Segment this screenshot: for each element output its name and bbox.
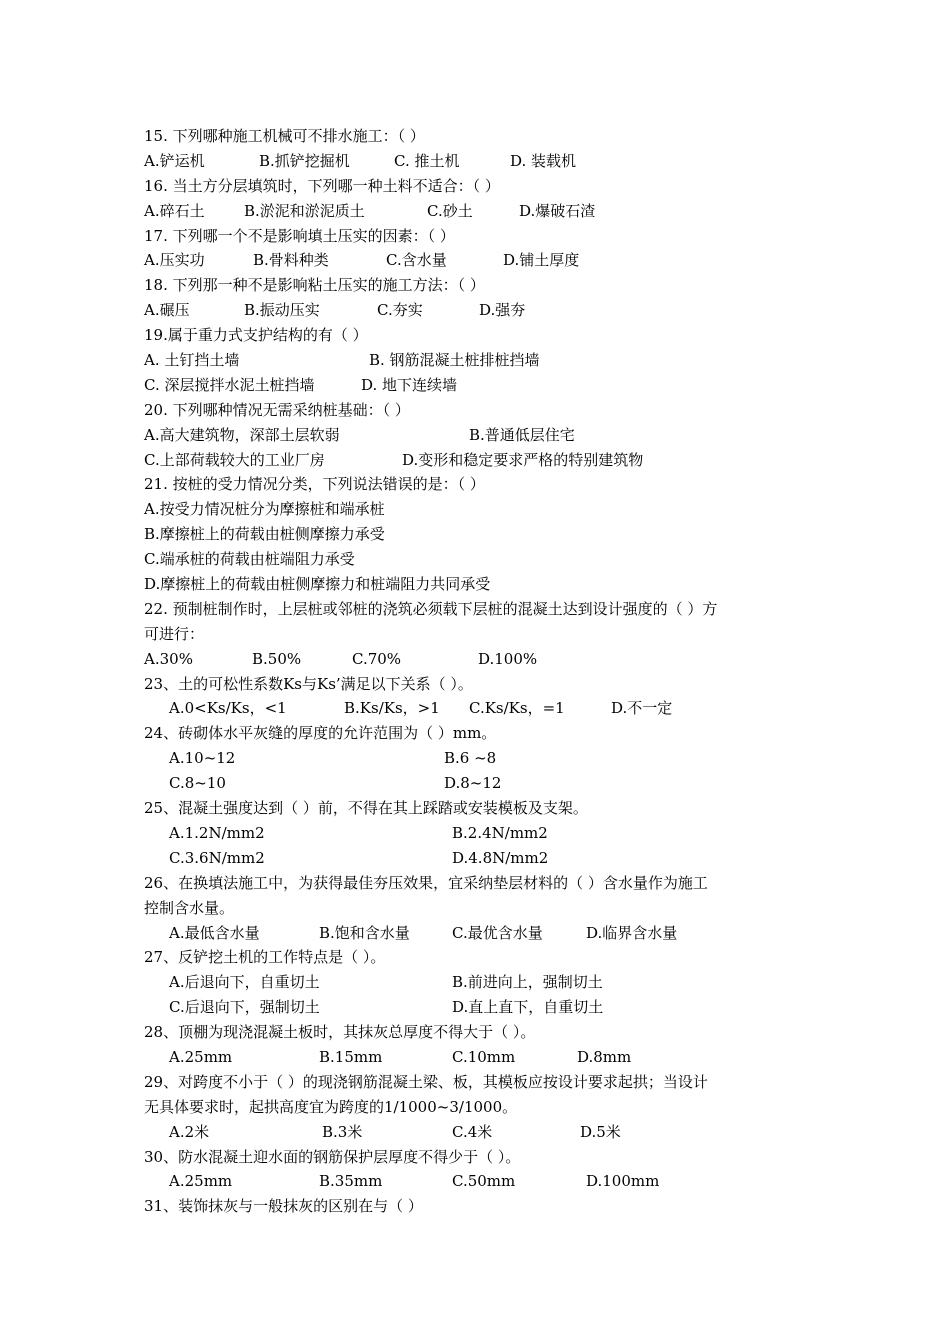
question-20-options-ab (144, 423, 824, 448)
option-b: B.骨料种类 (253, 251, 329, 270)
question-23-stem: 23、土的可松性系数Ks与Ks’满足以下关系（ ）。 (144, 674, 473, 693)
option-d: D.100% (478, 649, 538, 668)
option-b: B.饱和含水量 (319, 923, 410, 942)
option-c: C.最优含水量 (452, 923, 543, 942)
question-28-stem: 28、顶棚为现浇混凝土板时，其抹灰总厚度不得大于（ ）。 (144, 1023, 536, 1042)
option-c: C.夯实 (377, 301, 423, 320)
question-30-options (144, 1169, 824, 1194)
option-c: C. 推土机 (394, 151, 460, 170)
option-a: A.25mm (169, 1172, 233, 1191)
option-c: C.50mm (452, 1172, 516, 1191)
option-b: B.Ks/Ks，>1 (344, 699, 440, 718)
option-d: D.不一定 (611, 699, 673, 718)
option-b: B.淤泥和淤泥质土 (244, 201, 365, 220)
option-c: C.后退向下，强制切土 (169, 998, 320, 1017)
question-28-options (144, 1045, 824, 1070)
option-d: D.8mm (577, 1047, 632, 1066)
question-20-options-cd (144, 448, 824, 473)
option-a: A.2米 (169, 1122, 210, 1141)
option-b: B.2.4N/mm2 (452, 823, 548, 842)
question-23-options (144, 696, 824, 721)
option-a: A.0<Ks/Ks，<1 (169, 699, 287, 718)
option-a: A.后退向下，自重切土 (169, 973, 320, 992)
option-d: D.5米 (580, 1122, 621, 1141)
option-a: A.最低含水量 (169, 923, 260, 942)
question-22-options (144, 647, 824, 672)
option-a: A.碾压 (144, 301, 190, 320)
option-d: D. 装载机 (510, 151, 577, 170)
option-d: D.直上直下，自重切土 (452, 998, 604, 1017)
option-d: D.摩擦桩上的荷载由桩侧摩擦力和桩端阻力共同承受 (144, 575, 491, 594)
question-31-stem: 31、装饰抹灰与一般抹灰的区别在与（ ） (144, 1197, 423, 1216)
question-15-stem: 15. 下列哪种施工机械可不排水施工：（ ） (144, 127, 425, 145)
question-17-stem: 17. 下列哪一个不是影响填土压实的因素：（ ） (144, 226, 455, 245)
option-b: B.50% (252, 649, 302, 668)
question-29-stem-line1: 29、对跨度不小于（ ）的现浇钢筋混凝土梁、板，其模板应按设计要求起拱；当设计 (144, 1072, 708, 1091)
option-c: C.端承桩的荷载由桩端阻力承受 (144, 550, 355, 569)
option-d: D.铺土厚度 (503, 251, 580, 270)
option-b: B.摩擦桩上的荷载由桩侧摩擦力承受 (144, 525, 385, 544)
question-27-stem: 27、反铲挖土机的工作特点是（ ）。 (144, 948, 386, 967)
question-26-stem-line1: 26、在换填法施工中，为获得最佳夯压效果，宜采纳垫层材料的（ ）含水量作为施工 (144, 873, 708, 892)
option-c: C.10mm (452, 1047, 516, 1066)
option-c: C.含水量 (386, 251, 447, 270)
question-22-stem-line2: 可进行： (144, 624, 205, 643)
question-25-options-cd (144, 846, 824, 871)
question-list (144, 124, 824, 1219)
question-24-options-cd (144, 771, 824, 796)
question-29-options (144, 1120, 824, 1145)
question-15-options (144, 149, 824, 174)
option-d: D.8~12 (444, 774, 502, 793)
option-d: D.变形和稳定要求严格的特别建筑物 (402, 450, 644, 469)
option-c: C.70% (352, 649, 402, 668)
question-16-options (144, 199, 824, 224)
question-17-options (144, 248, 824, 273)
option-a: A.高大建筑物，深部土层软弱 (144, 425, 340, 444)
option-d: D.强夯 (479, 301, 526, 320)
question-29-stem-line2: 无具体要求时，起拱高度宜为跨度的1/1000~3/1000。 (144, 1097, 518, 1116)
option-a: A.压实功 (144, 251, 205, 270)
question-18-stem: 18. 下列那一种不是影响粘土压实的施工方法：（ ） (144, 276, 485, 295)
option-c: C.8~10 (169, 774, 226, 793)
option-b: B.普通低层住宅 (469, 425, 575, 444)
question-24-options-ab (144, 746, 824, 771)
option-d: D.4.8N/mm2 (452, 848, 549, 867)
option-b: B.6 ~8 (444, 749, 497, 768)
question-24-stem: 24、砖砌体水平灰缝的厚度的允许范围为（ ）mm。 (144, 724, 497, 743)
option-a: A.30% (144, 649, 193, 668)
question-25-stem: 25、混凝土强度达到（ ）前，不得在其上踩踏或安装模板及支架。 (144, 799, 588, 818)
question-20-stem: 20. 下列哪种情况无需采纳桩基础：（ ） (144, 400, 410, 419)
option-c: C.Ks/Ks，=1 (469, 699, 565, 718)
option-a: A.1.2N/mm2 (169, 823, 265, 842)
question-26-stem-line2: 控制含水量。 (144, 898, 235, 917)
option-b: B. 钢筋混凝土桩排桩挡墙 (369, 351, 540, 370)
question-27-options-ab (144, 970, 824, 995)
question-18-options (144, 298, 824, 323)
option-b: B.前进向上，强制切土 (452, 973, 603, 992)
option-a: A.25mm (169, 1047, 233, 1066)
question-19-stem: 19.属于重力式支护结构的有（ ） (144, 326, 368, 345)
question-19-options-cd (144, 373, 824, 398)
question-16-stem: 16. 当土方分层填筑时，下列哪一种土料不适合：（ ） (144, 176, 500, 195)
option-a: A.按受力情况桩分为摩擦桩和端承桩 (144, 500, 385, 519)
question-27-options-cd (144, 995, 824, 1020)
option-c: C.3.6N/mm2 (169, 848, 265, 867)
option-b: B.振动压实 (244, 301, 320, 320)
question-19-options-ab (144, 348, 824, 373)
option-b: B.15mm (319, 1047, 383, 1066)
question-25-options-ab (144, 821, 824, 846)
option-c: C.上部荷载较大的工业厂房 (144, 450, 325, 469)
option-d: D.100mm (586, 1172, 660, 1191)
option-a: A. 土钉挡土墙 (144, 351, 240, 370)
option-b: B.3米 (322, 1122, 363, 1141)
question-30-stem: 30、防水混凝土迎水面的钢筋保护层厚度不得少于（ ）。 (144, 1147, 521, 1166)
option-d: D.临界含水量 (586, 923, 678, 942)
option-a: A.10~12 (169, 749, 236, 768)
question-21-stem: 21. 按桩的受力情况分类，下列说法错误的是：（ ） (144, 475, 485, 494)
option-c: C.4米 (452, 1122, 493, 1141)
option-a: A.铲运机 (144, 151, 205, 170)
option-b: B.35mm (319, 1172, 383, 1191)
option-c: C. 深层搅拌水泥土桩挡墙 (144, 375, 315, 394)
option-d: D.爆破石渣 (519, 201, 596, 220)
option-a: A.碎石土 (144, 201, 205, 220)
option-d: D. 地下连续墙 (361, 375, 458, 394)
option-b: B.抓铲挖掘机 (259, 151, 350, 170)
question-22-stem-line1: 22. 预制桩制作时，上层桩或邻桩的浇筑必须载下层桩的混凝土达到设计强度的（ ）方 (144, 599, 718, 618)
option-c: C.砂土 (427, 201, 473, 220)
question-26-options (144, 921, 824, 946)
